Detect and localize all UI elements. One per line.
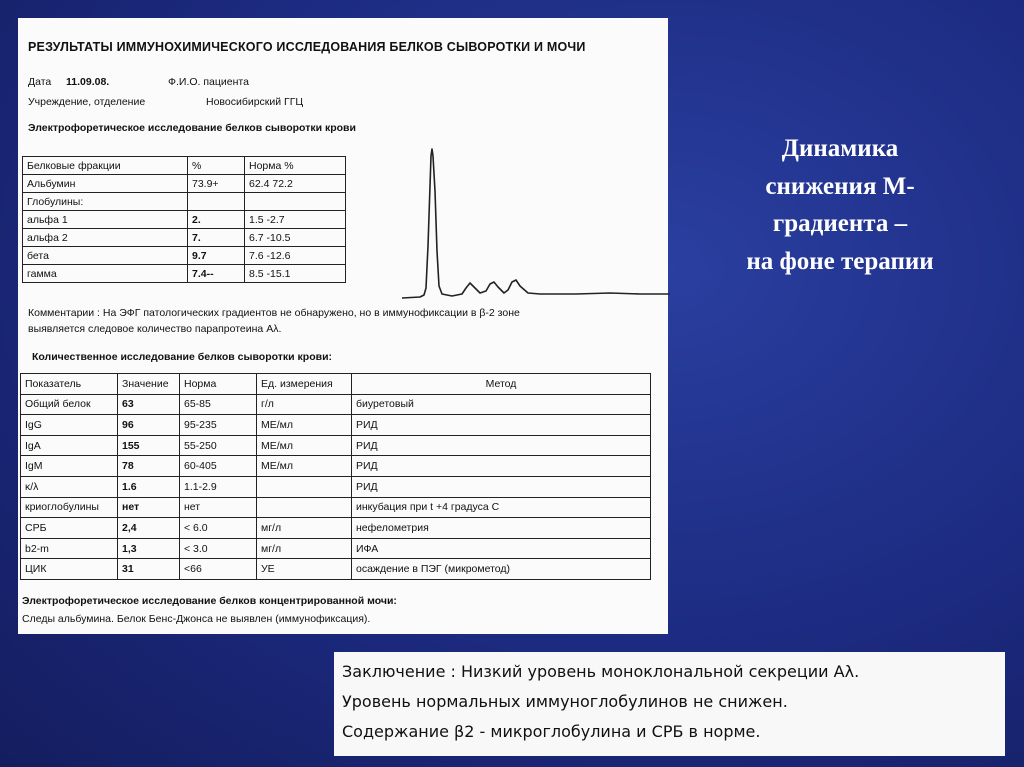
table-cell: бета [23,247,188,265]
table-cell: инкубация при t +4 градуса С [352,497,651,518]
header-cell: Ед. измерения [257,374,352,395]
conclusion-line-2: Уровень нормальных иммуноглобулинов не снижен. [342,692,788,711]
section1-title: Электрофоретическое исследование белков сыворотки крови [28,122,356,134]
table-cell: гамма [23,265,188,283]
table-row [21,456,651,477]
table-row [21,415,651,436]
table-cell: κ/λ [21,476,118,497]
table-cell: 95-235 [180,415,257,436]
table-cell: мг/л [257,538,352,559]
table-cell: IgM [21,456,118,477]
header-cell: Норма % [245,157,346,175]
date-value: 11.09.08. [66,76,110,88]
conclusion-line-1: Заключение : Низкий уровень моноклональной секреции Aλ. [342,662,860,681]
table-cell: <66 [180,559,257,580]
table-cell: криоглобулины [21,497,118,518]
table-cell: 1.5 -2.7 [245,211,346,229]
table-cell: УЕ [257,559,352,580]
header-cell: % [188,157,245,175]
table-cell: МЕ/мл [257,456,352,477]
slide-title [680,130,1000,280]
comment-line-1: Комментарии : На ЭФГ патологических градиентов не обнаружено, но в иммунофиксации в β-2 зоне [28,307,520,319]
institution-label: Учреждение, отделение [28,96,146,108]
table-cell: 55-250 [180,435,257,456]
table-cell: нет [180,497,257,518]
table-row [21,559,651,580]
table-cell: 7. [188,229,245,247]
electrophoresis-curve [400,146,672,306]
table-cell: РИД [352,456,651,477]
table-cell: нефелометрия [352,518,651,539]
table-row [23,211,346,229]
slide-title-line: снижения М- [765,172,915,200]
header-cell: Показатель [21,374,118,395]
table-cell: 2. [188,211,245,229]
urine-result: Следы альбумина. Белок Бенс-Джонса не выявлен (иммунофиксация). [22,613,371,625]
table-cell: мг/л [257,518,352,539]
section2-title: Количественное исследование белков сыворотки крови: [32,351,333,363]
table-cell: 7.6 -12.6 [245,247,346,265]
table-cell [188,193,245,211]
table-cell: 78 [118,456,180,477]
table-cell: 60-405 [180,456,257,477]
table-cell [245,193,346,211]
table-cell: 65-85 [180,394,257,415]
date-label: Дата [28,76,52,88]
table-cell: 62.4 72.2 [245,175,346,193]
table-cell: ЦИК [21,559,118,580]
table-row [23,175,346,193]
table-cell: 7.4-- [188,265,245,283]
table-row [21,518,651,539]
table-cell [257,476,352,497]
table-row [21,394,651,415]
table-row [21,476,651,497]
table-cell: 1.6 [118,476,180,497]
table-cell: МЕ/мл [257,435,352,456]
table-row [21,538,651,559]
table-cell: РИД [352,435,651,456]
table-cell: 96 [118,415,180,436]
patient-label: Ф.И.О. пациента [168,76,249,88]
table-cell: IgA [21,435,118,456]
table-cell: РИД [352,415,651,436]
report-title: РЕЗУЛЬТАТЫ ИММУНОХИМИЧЕСКОГО ИССЛЕДОВАНИЯ БЕЛКОВ СЫВОРОТКИ И МОЧИ [28,40,586,54]
table-cell: 31 [118,559,180,580]
table-row [23,247,346,265]
header-cell: Метод [352,374,651,395]
header-cell: Значение [118,374,180,395]
conclusion-box [334,652,1005,756]
table-cell: 63 [118,394,180,415]
table-cell: РИД [352,476,651,497]
slide-title-line: градиента – [772,210,908,237]
table-cell: IgG [21,415,118,436]
table-cell: осаждение в ПЭГ (микрометод) [352,559,651,580]
slide-title-line: Динамика [781,135,899,162]
quantitative-table [20,373,651,580]
table-header-row [21,374,651,395]
table-cell: биуретовый [352,394,651,415]
table-cell: альфа 1 [23,211,188,229]
table-cell: 1.1-2.9 [180,476,257,497]
table-cell: 155 [118,435,180,456]
table-cell: Общий белок [21,394,118,415]
table-cell: альфа 2 [23,229,188,247]
table-cell: < 6.0 [180,518,257,539]
table-row [23,193,346,211]
table-header-row [23,157,346,175]
table-cell: нет [118,497,180,518]
header-cell: Норма [180,374,257,395]
table-cell: ИФА [352,538,651,559]
header-cell: Белковые фракции [23,157,188,175]
institution-value: Новосибирский ГГЦ [206,96,304,108]
table-cell [257,497,352,518]
table-cell: 2,4 [118,518,180,539]
table-cell: 6.7 -10.5 [245,229,346,247]
lab-report-scan [18,18,668,634]
table-cell: Глобулины: [23,193,188,211]
table-cell: г/л [257,394,352,415]
conclusion-line-3: Содержание β2 - микроглобулина и СРБ в норме. [342,722,761,741]
table-cell: СРБ [21,518,118,539]
table-cell: < 3.0 [180,538,257,559]
table-cell: Альбумин [23,175,188,193]
table-row [23,265,346,283]
table-row [23,229,346,247]
table-cell: 1,3 [118,538,180,559]
table-row [21,435,651,456]
table-cell: 9.7 [188,247,245,265]
table-row [21,497,651,518]
fractions-table [22,156,346,283]
section3-title: Электрофоретическое исследование белков концентрированной мочи: [22,595,397,607]
table-cell: МЕ/мл [257,415,352,436]
table-cell: b2-m [21,538,118,559]
comment-line-2: выявляется следовое количество парапротеина Aλ. [28,323,282,335]
table-cell: 73.9+ [188,175,245,193]
slide-title-line: на фоне терапии [746,247,934,275]
table-cell: 8.5 -15.1 [245,265,346,283]
